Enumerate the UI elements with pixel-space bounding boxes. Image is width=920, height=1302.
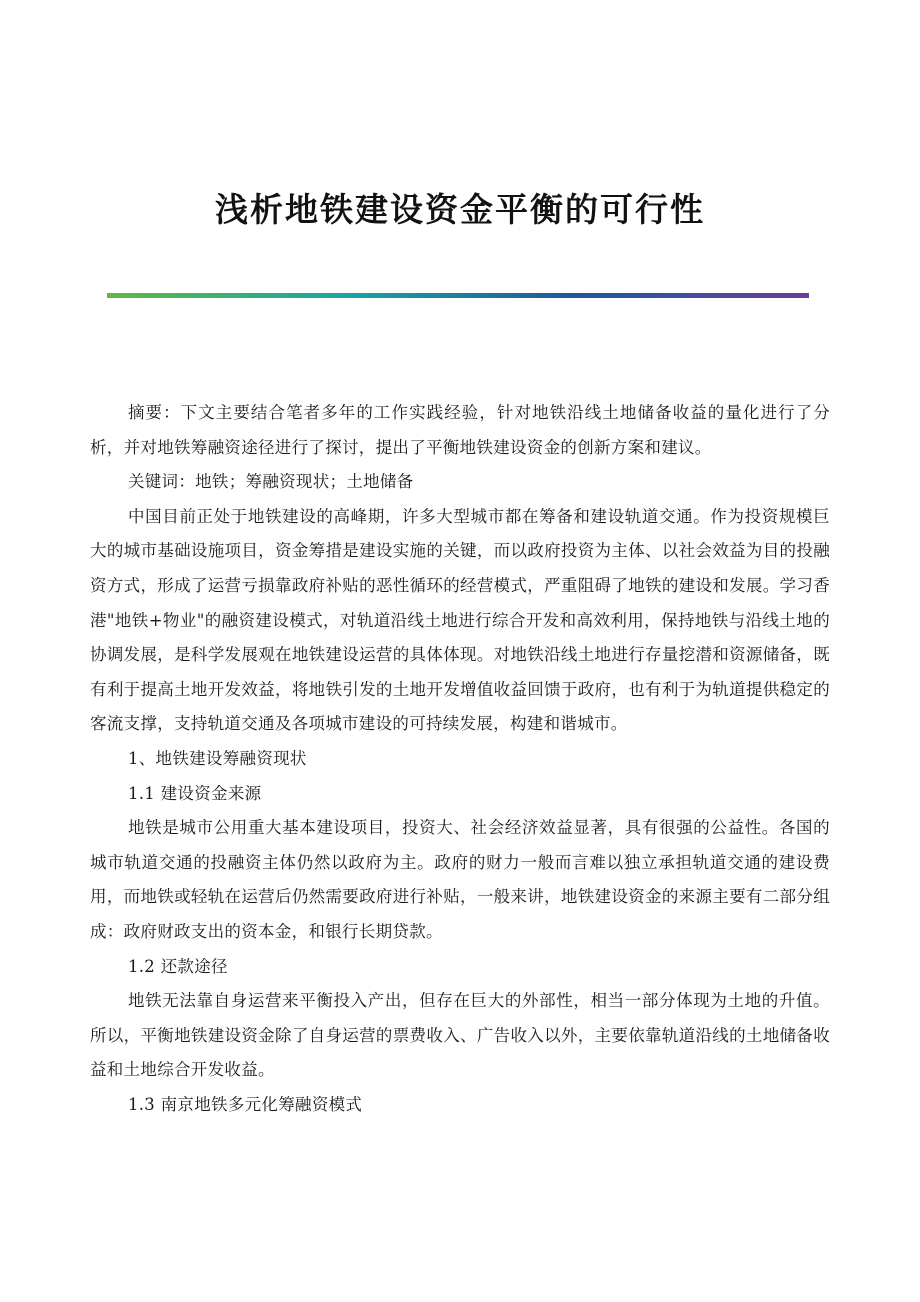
subsection-heading-1-2: 1.2 还款途径: [127, 956, 228, 976]
body-paragraph-1-2: 地铁无法靠自身运营来平衡投入产出，但存在巨大的外部性，相当一部分体现为土地的升值。所以，平衡地铁建设资金除了自身运营的票费收入、广告收入以外，主要依靠轨道沿线的土地储备收益和土地综合开发收益。: [90, 991, 830, 1080]
subsection-heading-1-3: 1.3 南京地铁多元化筹融资模式: [127, 1094, 363, 1114]
subsection-heading-1-1: 1.1 建设资金来源: [127, 783, 262, 803]
keywords-paragraph: 关键词：地铁；筹融资现状；土地储备: [127, 472, 414, 492]
section-heading-1: 1、地铁建设筹融资现状: [127, 748, 307, 768]
intro-paragraph: 中国目前正处于地铁建设的高峰期，许多大型城市都在筹备和建设轨道交通。作为投资规模巨大的城市基础设施项目，资金筹措是建设实施的关键，而以政府投资为主体、以社会效益为目的投融资方式，形成了运营亏损靠政府补贴的恶性循环的经营模式，严重阻碍了地铁的建设和发展。学习香港"地铁+物业"的融资建设模式，对轨道沿线土地进行综合开发和高效利用，保持地铁与沿线土地的协调发展，是科学发展观在地铁建设运营的具体体现。对地铁沿线土地进行存量挖潜和资源储备，既有利于提高土地开发效益，将地铁引发的土地开发增值收益回馈于政府，也有利于为轨道提供稳定的客流支撑，支持轨道交通及各项城市建设的可持续发展，构建和谐城市。: [90, 506, 830, 734]
document-body: [90, 396, 830, 1122]
title-divider-gradient: [107, 293, 809, 298]
body-paragraph-1-1: 地铁是城市公用重大基本建设项目，投资大、社会经济效益显著，具有很强的公益性。各国的城市轨道交通的投融资主体仍然以政府为主。政府的财力一般而言难以独立承担轨道交通的建设费用，而地铁或轻轨在运营后仍然需要政府进行补贴，一般来讲，地铁建设资金的来源主要有二部分组成：政府财政支出的资本金，和银行长期贷款。: [90, 818, 830, 941]
abstract-paragraph: 摘要：下文主要结合笔者多年的工作实践经验，针对地铁沿线土地储备收益的量化进行了分析，并对地铁筹融资途径进行了探讨，提出了平衡地铁建设资金的创新方案和建议。: [90, 403, 830, 457]
document-title: 浅析地铁建设资金平衡的可行性: [215, 190, 705, 229]
